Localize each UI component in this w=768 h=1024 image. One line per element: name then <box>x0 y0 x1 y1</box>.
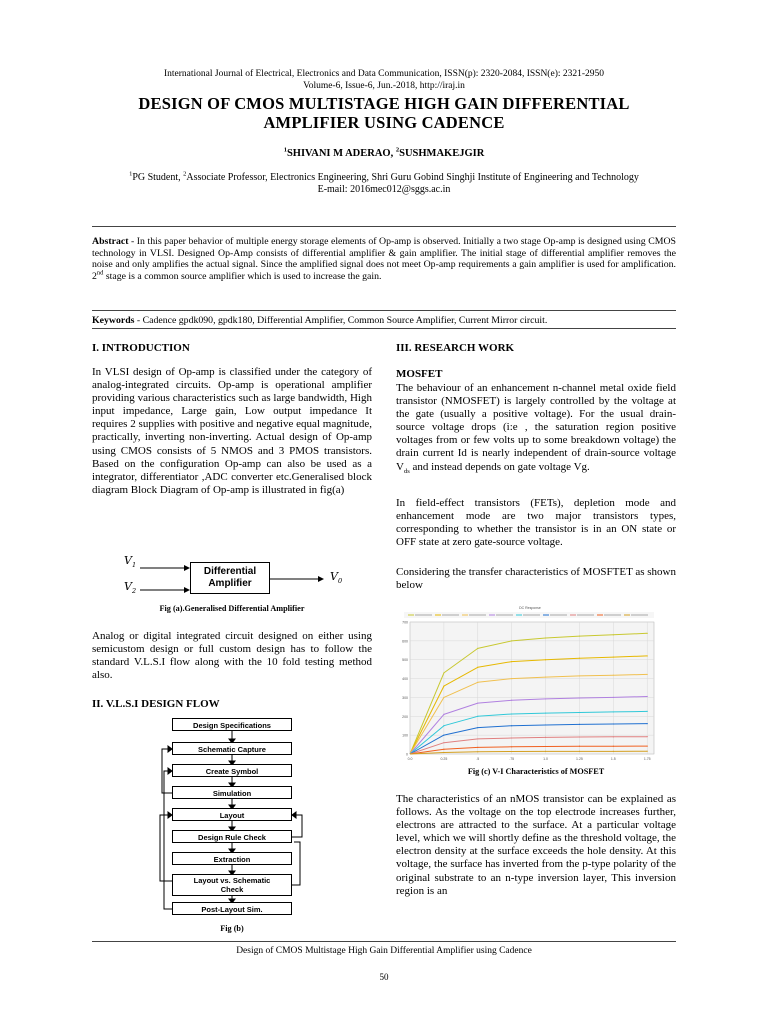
x-tick-label: 0.25 <box>440 757 448 761</box>
data-point <box>545 659 546 660</box>
journal-line-1: International Journal of Electrical, Electronics and Data Communication, ISSN(p): 2320-2084, ISSN(e): 2321-2950 <box>163 69 605 79</box>
data-point <box>613 697 614 698</box>
data-point <box>579 746 580 747</box>
data-point <box>647 751 648 752</box>
paper-title <box>60 94 708 132</box>
data-point <box>647 633 648 634</box>
footer-rule <box>92 941 676 942</box>
intro-heading: I. INTRODUCTION <box>92 342 190 354</box>
abstract-text-b: stage is a common source amplifier which is used to increase the gain. <box>103 270 382 282</box>
keywords-top-rule <box>92 310 676 311</box>
data-point <box>443 686 444 687</box>
keywords-bottom-rule <box>92 328 676 329</box>
x-tick-label: 0.0 <box>407 757 413 761</box>
data-point <box>579 675 580 676</box>
data-point <box>545 637 546 638</box>
journal-header <box>0 68 768 92</box>
data-point <box>545 698 546 699</box>
differential-amplifier-block <box>190 562 270 594</box>
data-point <box>443 697 444 698</box>
data-point <box>443 672 444 673</box>
lvs-line-2: Check <box>220 885 244 894</box>
legend-entry-7 <box>577 614 594 616</box>
flow-step-extraction: Extraction <box>172 852 292 865</box>
data-point <box>613 656 614 657</box>
data-point <box>511 713 512 714</box>
author-2-sup: 2 <box>395 146 400 154</box>
data-point <box>511 661 512 662</box>
lvs-line-1: Layout vs. Schematic <box>193 876 271 885</box>
abstract-label: Abstract <box>92 236 129 247</box>
mosfet-text-a: The behaviour of an enhancement n-channel metal oxide field transistor (NMOSFET) is largely controlled by the voltage at the gate (usually a positive voltage). For the usual drain- source voltage drops (i:e , the saturation region positive voltages from or few volts up to some breakdown voltage) the drain current Id is nearly independent of drain-source voltage V <box>396 382 676 473</box>
vlsi-flow-paragraph: Analog or digital integrated circuit designed on either using semicustom design or full custom design has to follow the standard V.L.S.I flow along with the 10 fold testing method also. <box>92 630 372 682</box>
legend-entry-4 <box>496 614 513 616</box>
data-point <box>511 751 512 752</box>
intro-paragraph: In VLSI design of Op-amp is classified under the category of analog-integrated circuits. Op-amp is operational amplifier providing various characteristics such as large bandwidth, High input impedance, Large gain, Low output impedance It requires 2 supplies with positive and negative equal magnitude, practically, inverting non-inverting. Actual design of Op-amp using CMOS consists of 5 NMOS and 3 PMOS transistors. Based on the configuration Op-amp can also be used as a integrator, differentiator ,ADC converter etc.Generalised block diagram Block Diagram of Op-amp is illustrated in fig(a) <box>92 366 372 496</box>
legend-entry-3 <box>469 614 486 616</box>
data-point <box>647 655 648 656</box>
author-2-name: SUSHMAKEJGIR <box>399 148 485 159</box>
data-point <box>613 751 614 752</box>
vi-characteristics-chart <box>396 604 664 764</box>
x-tick-label: .5 <box>476 757 480 761</box>
legend-entry-1 <box>415 614 432 616</box>
data-point <box>477 751 478 752</box>
chart-title: DC Response <box>519 606 541 610</box>
y-tick-label: 600 <box>402 639 408 644</box>
data-point <box>545 746 546 747</box>
abstract-top-rule <box>92 226 676 227</box>
data-point <box>511 678 512 679</box>
x-tick-label: 1.5 <box>610 757 616 761</box>
data-point <box>579 724 580 725</box>
data-point <box>613 746 614 747</box>
legend-entry-9 <box>631 614 648 616</box>
data-point <box>545 751 546 752</box>
data-point <box>443 742 444 743</box>
data-point <box>579 658 580 659</box>
journal-line-2: Volume-6, Issue-6, Jun.-2018, http://iraj.in <box>303 81 465 91</box>
data-point <box>613 723 614 724</box>
abstract-sup: nd <box>96 269 104 277</box>
mosfet-heading: MOSFET <box>396 368 443 380</box>
data-point <box>477 702 478 703</box>
data-point <box>579 736 580 737</box>
affil-part-2: Associate Professor, Electronics Engineering, Shri Guru Gobind Singhji Institute of Engineering and Technology <box>186 172 639 183</box>
abstract <box>92 236 676 282</box>
figure-b-flowchart <box>156 718 306 918</box>
fig-a-v1-label: $V_1$ <box>124 554 137 570</box>
data-point <box>477 682 478 683</box>
affil-email: E-mail: 2016mec012@sggs.ac.in <box>317 184 451 195</box>
mosfet-paragraph <box>396 382 676 474</box>
footer-text: Design of CMOS Multistage High Gain Differential Amplifier using Cadence <box>236 946 532 956</box>
x-tick-label: .75 <box>509 757 515 761</box>
abstract-text-a: - In this paper behavior of multiple energy storage elements of Op-amp is observed. Initially a two stage Op-amp is designed using CMOS technology in VLSI. Designed Op-Amp consists of differential amplifier & gain amplifier. The initial stage of differential amplifier removes the noise and only amplifies the actual signal. Since the amplified signal does not meet Op-amp requirements a gain amplifier is used for amplification. 2 <box>92 236 676 282</box>
data-point <box>443 749 444 750</box>
author-1-name: SHIVANI M ADERAO, <box>286 148 396 159</box>
data-point <box>613 736 614 737</box>
vlsi-flow-heading: II. V.L.S.I DESIGN FLOW <box>92 698 220 710</box>
data-point <box>477 738 478 739</box>
fig-a-v2-label: $V_2$ <box>124 580 137 596</box>
fet-paragraph: In field-effect transistors (FETs), depletion mode and enhancement mode are two major transistors types, corresponding to whether the transistor is in an ON state or OFF state at zero gate-source voltage. <box>396 497 676 549</box>
x-tick-label: 1.25 <box>576 757 583 761</box>
page-number: 50 <box>379 972 389 982</box>
block-line-2: Amplifier <box>208 578 252 589</box>
block-line-1: Differential <box>203 566 257 577</box>
data-point <box>443 725 444 726</box>
research-heading: III. RESEARCH WORK <box>396 342 515 354</box>
data-point <box>443 735 444 736</box>
data-point <box>477 648 478 649</box>
data-point <box>647 674 648 675</box>
mosfet-sub-ds: ds <box>403 467 410 475</box>
data-point <box>511 725 512 726</box>
data-point <box>477 716 478 717</box>
data-point <box>647 696 648 697</box>
y-tick-label: 100 <box>402 733 408 738</box>
flow-step-design-specifications: Design Specifications <box>172 718 292 731</box>
y-tick-label: 400 <box>402 677 408 682</box>
legend-entry-5 <box>523 614 540 616</box>
flow-step-create-symbol: Create Symbol <box>172 764 292 777</box>
fig-a-caption: Fig (a).Generalised Differential Amplifier <box>159 604 305 613</box>
data-point <box>647 745 648 746</box>
flow-step-layout: Layout <box>172 808 292 821</box>
fig-b-caption: Fig (b) <box>220 924 244 933</box>
data-point <box>579 697 580 698</box>
y-tick-label: 0 <box>406 752 408 757</box>
data-point <box>443 752 444 753</box>
y-tick-label: 200 <box>402 714 408 719</box>
keywords-text: - Cadence gpdk090, gpdk180, Differential Amplifier, Common Source Amplifier, Current Mirror circuit. <box>134 315 548 326</box>
fig-a-v0-label: $V_0$ <box>330 570 343 586</box>
data-point <box>477 667 478 668</box>
mosfet-text-b: and instead depends on gate voltage Vg. <box>409 460 590 473</box>
affil-part-1: PG Student, <box>132 172 184 183</box>
keywords <box>92 315 676 327</box>
author-1-sup: 1 <box>283 146 287 154</box>
y-tick-label: 500 <box>402 658 408 663</box>
data-point <box>511 700 512 701</box>
y-tick-label: 700 <box>402 620 408 625</box>
x-tick-label: 1.0 <box>543 757 548 761</box>
legend-entry-2 <box>442 614 459 616</box>
data-point <box>511 746 512 747</box>
y-tick-label: 300 <box>402 695 408 700</box>
data-point <box>613 675 614 676</box>
data-point <box>613 711 614 712</box>
data-point <box>545 676 546 677</box>
flow-step-layout-vs-schematic <box>172 874 292 896</box>
data-point <box>545 712 546 713</box>
keywords-label: Keywords <box>92 315 135 326</box>
data-point <box>647 711 648 712</box>
flow-step-post-layout-sim: Post-Layout Sim. <box>172 902 292 915</box>
title-line-1: DESIGN OF CMOS MULTISTAGE HIGH GAIN DIFFERENTIAL <box>138 94 630 113</box>
data-point <box>477 747 478 748</box>
data-point <box>545 724 546 725</box>
data-point <box>443 714 444 715</box>
data-point <box>579 712 580 713</box>
data-point <box>647 736 648 737</box>
legend-entry-8 <box>604 614 621 616</box>
affiliation <box>110 172 658 196</box>
flow-step-simulation: Simulation <box>172 786 292 799</box>
chart-legend <box>404 612 654 618</box>
fig-c-caption: Fig (c) V-I Characteristics of MOSFET <box>467 767 605 776</box>
transfer-paragraph: Considering the transfer characteristics of MOSFTET as shown below <box>396 566 676 592</box>
flow-step-design-rule-check: Design Rule Check <box>172 830 292 843</box>
nmos-paragraph: The characteristics of an nMOS transistor can be explained as follows. As the voltage on the top electrode increases further, electrons are attracted to the surface. At a particular voltage level, which we will shortly define as the threshold voltage, the electron density at the surface exceeds the hole density. At this voltage, the surface has inverted from the p-type polarity of the original substrate to an n-type inversion layer, This inversion region is an <box>396 793 676 897</box>
figure-a <box>118 554 358 600</box>
affil-sup-2: 2 <box>183 170 187 178</box>
affil-sup-1: 1 <box>129 170 133 178</box>
data-point <box>511 640 512 641</box>
data-point <box>477 727 478 728</box>
data-point <box>613 634 614 635</box>
data-point <box>579 751 580 752</box>
data-point <box>545 737 546 738</box>
authors <box>0 148 768 159</box>
title-line-2: AMPLIFIER USING CADENCE <box>263 113 505 132</box>
x-tick-label: 1.75 <box>643 757 651 761</box>
legend-entry-6 <box>550 614 567 616</box>
data-point <box>511 737 512 738</box>
data-point <box>647 723 648 724</box>
flow-step-schematic-capture: Schematic Capture <box>172 742 292 755</box>
data-point <box>579 636 580 637</box>
